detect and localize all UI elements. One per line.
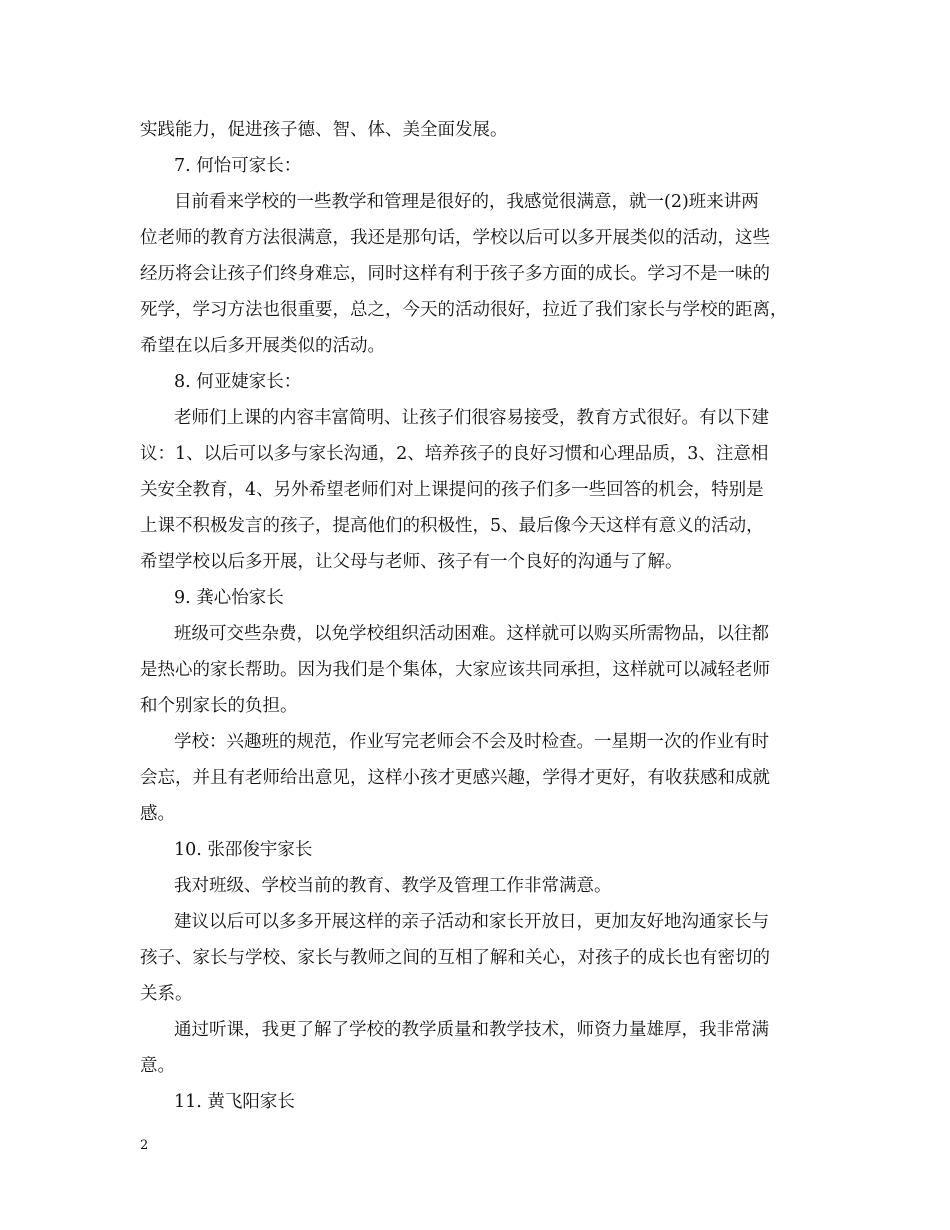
paragraph-line: 和个别家长的负担。 xyxy=(140,696,298,716)
paragraph-line: 议：1、以后可以多与家长沟通，2、培养孩子的良好习惯和心理品质，3、注意相 xyxy=(140,444,769,464)
paragraph-line: 关系。 xyxy=(140,984,193,1004)
paragraph-line: 会忘，并且有老师给出意见，这样小孩才更感兴趣，学得才更好，有收获感和成就 xyxy=(140,768,770,788)
paragraph-line: 班级可交些杂费，以免学校组织活动困难。这样就可以购买所需物品，以往都 xyxy=(174,624,769,644)
paragraph-line: 关安全教育，4、另外希望老师们对上课提问的孩子们多一些回答的机会，特别是 xyxy=(140,480,764,500)
paragraph-line: 通过听课，我更了解了学校的教学质量和教学技术，师资力量雄厚，我非常满 xyxy=(174,1020,769,1040)
paragraph-line: 学校：兴趣班的规范，作业写完老师会不会及时检查。一星期一次的作业有时 xyxy=(174,732,769,752)
section-heading: 8. 何亚婕家长： xyxy=(174,372,302,392)
page-number: 2 xyxy=(140,1138,149,1153)
paragraph-line: 希望学校以后多开展，让父母与老师、孩子有一个良好的沟通与了解。 xyxy=(140,552,683,572)
paragraph-line: 位老师的教育方法很满意，我还是那句话，学校以后可以多开展类似的活动，这些 xyxy=(140,228,770,248)
paragraph-line: 上课不积极发言的孩子，提高他们的积极性，5、最后像今天这样有意义的活动， xyxy=(140,516,764,536)
paragraph-line: 孩子、家长与学校、家长与教师之间的互相了解和关心，对孩子的成长也有密切的 xyxy=(140,948,770,968)
paragraph-line: 死学，学习方法也很重要，总之，今天的活动很好，拉近了我们家长与学校的距离， xyxy=(140,300,788,320)
paragraph-line: 老师们上课的内容丰富简明、让孩子们很容易接受，教育方式很好。有以下建 xyxy=(174,408,769,428)
paragraph-line: 希望在以后多开展类似的活动。 xyxy=(140,336,385,356)
paragraph-line: 感。 xyxy=(140,804,175,824)
section-heading: 11. 黄飞阳家长 xyxy=(174,1092,295,1112)
paragraph-line: 意。 xyxy=(140,1056,175,1076)
section-heading: 9. 龚心怡家长 xyxy=(174,588,284,608)
paragraph-line: 是热心的家长帮助。因为我们是个集体，大家应该共同承担，这样就可以减轻老师 xyxy=(140,660,770,680)
text-line: 实践能力，促进孩子德、智、体、美全面发展。 xyxy=(140,120,508,140)
paragraph-line: 我对班级、学校当前的教育、教学及管理工作非常满意。 xyxy=(174,876,612,896)
paragraph-line: 建议以后可以多多开展这样的亲子活动和家长开放日，更加友好地沟通家长与 xyxy=(174,912,769,932)
paragraph-line: 经历将会让孩子们终身难忘，同时这样有利于孩子多方面的成长。学习不是一味的 xyxy=(140,264,770,284)
paragraph-line: 目前看来学校的一些教学和管理是很好的，我感觉很满意，就一(2)班来讲两 xyxy=(174,192,759,212)
section-heading: 7. 何怡可家长： xyxy=(174,156,302,176)
section-heading: 10. 张邵俊宇家长 xyxy=(174,840,313,860)
